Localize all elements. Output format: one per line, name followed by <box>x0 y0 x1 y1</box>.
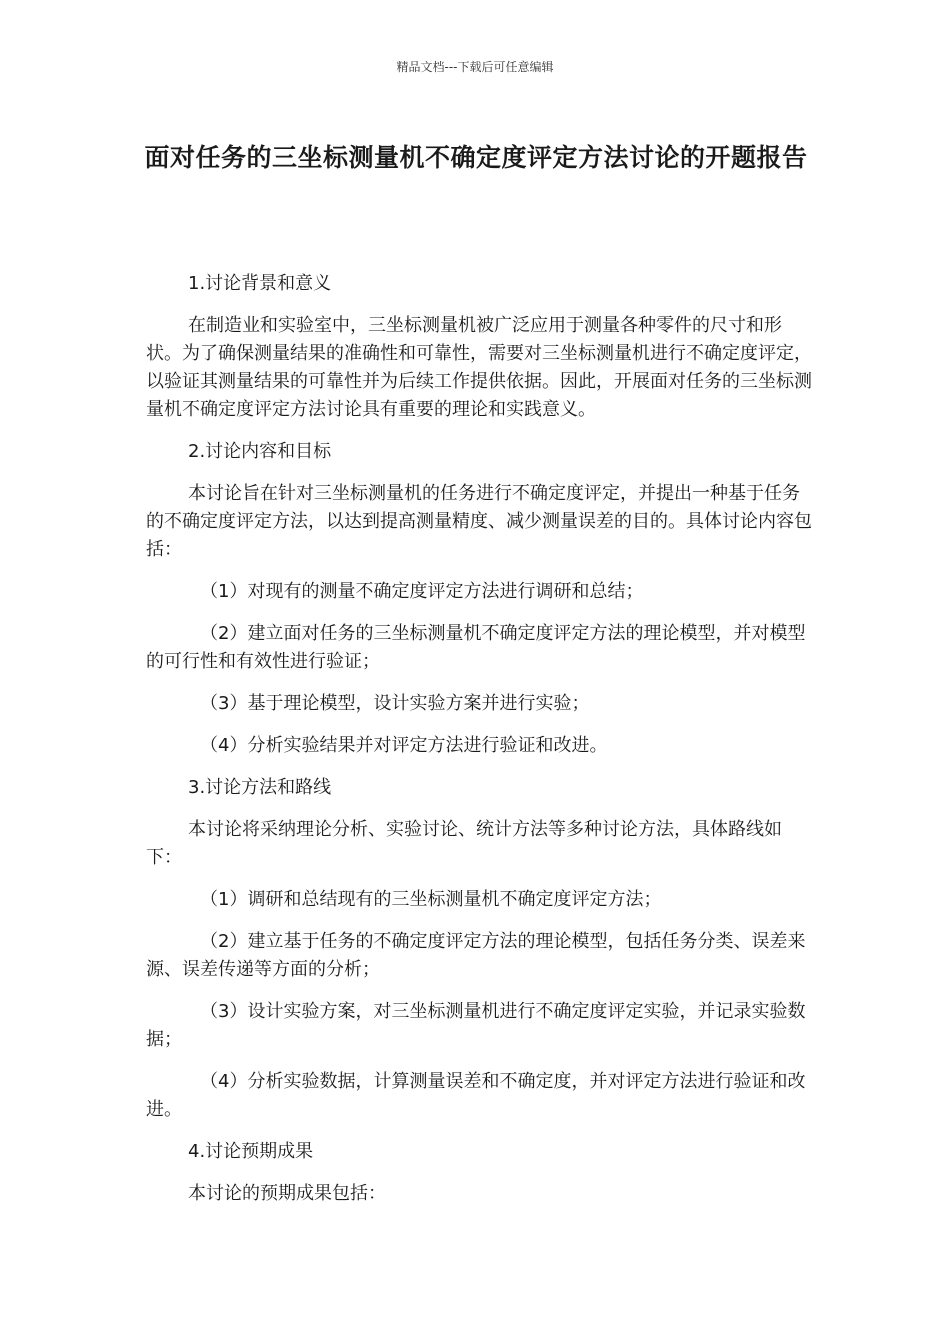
section-heading: 4.讨论预期成果 <box>188 1141 314 1162</box>
list-item: （4）分析实验结果并对评定方法进行验证和改进。 <box>200 735 608 756</box>
paragraph: 本讨论将采纳理论分析、实验讨论、统计方法等多种讨论方法，具体路线如下： <box>146 819 782 868</box>
list-item: （3）基于理论模型，设计实验方案并进行实验； <box>200 693 590 714</box>
list-item: （1）调研和总结现有的三坐标测量机不确定度评定方法； <box>200 889 662 910</box>
list-item: （3）设计实验方案，对三坐标测量机进行不确定度评定实验，并记录实验数据； <box>146 1001 806 1050</box>
section-heading: 1.讨论背景和意义 <box>188 273 332 294</box>
document-body <box>146 270 812 1222</box>
paragraph: 本讨论的预期成果包括： <box>188 1183 386 1204</box>
section-heading: 2.讨论内容和目标 <box>188 441 332 462</box>
list-item: （2）建立面对任务的三坐标测量机不确定度评定方法的理论模型，并对模型的可行性和有效性进行验证； <box>146 623 806 672</box>
header-note: 精品文档---下载后可任意编辑 <box>396 60 554 74</box>
list-item: （2）建立基于任务的不确定度评定方法的理论模型，包括任务分类、误差来源、误差传递等方面的分析； <box>146 931 806 980</box>
list-item: （1）对现有的测量不确定度评定方法进行调研和总结； <box>200 581 644 602</box>
paragraph: 本讨论旨在针对三坐标测量机的任务进行不确定度评定，并提出一种基于任务的不确定度评定方法，以达到提高测量精度、减少测量误差的目的。具体讨论内容包括： <box>146 483 812 560</box>
list-item: （4）分析实验数据，计算测量误差和不确定度，并对评定方法进行验证和改进。 <box>146 1071 806 1120</box>
document-title: 面对任务的三坐标测量机不确定度评定方法讨论的开题报告 <box>144 143 808 172</box>
section-heading: 3.讨论方法和路线 <box>188 777 332 798</box>
paragraph: 在制造业和实验室中，三坐标测量机被广泛应用于测量各种零件的尺寸和形状。为了确保测量结果的准确性和可靠性，需要对三坐标测量机进行不确定度评定，以验证其测量结果的可靠性并为后续工作提供依据。因此，开展面对任务的三坐标测量机不确定度评定方法讨论具有重要的理论和实践意义。 <box>146 315 812 420</box>
